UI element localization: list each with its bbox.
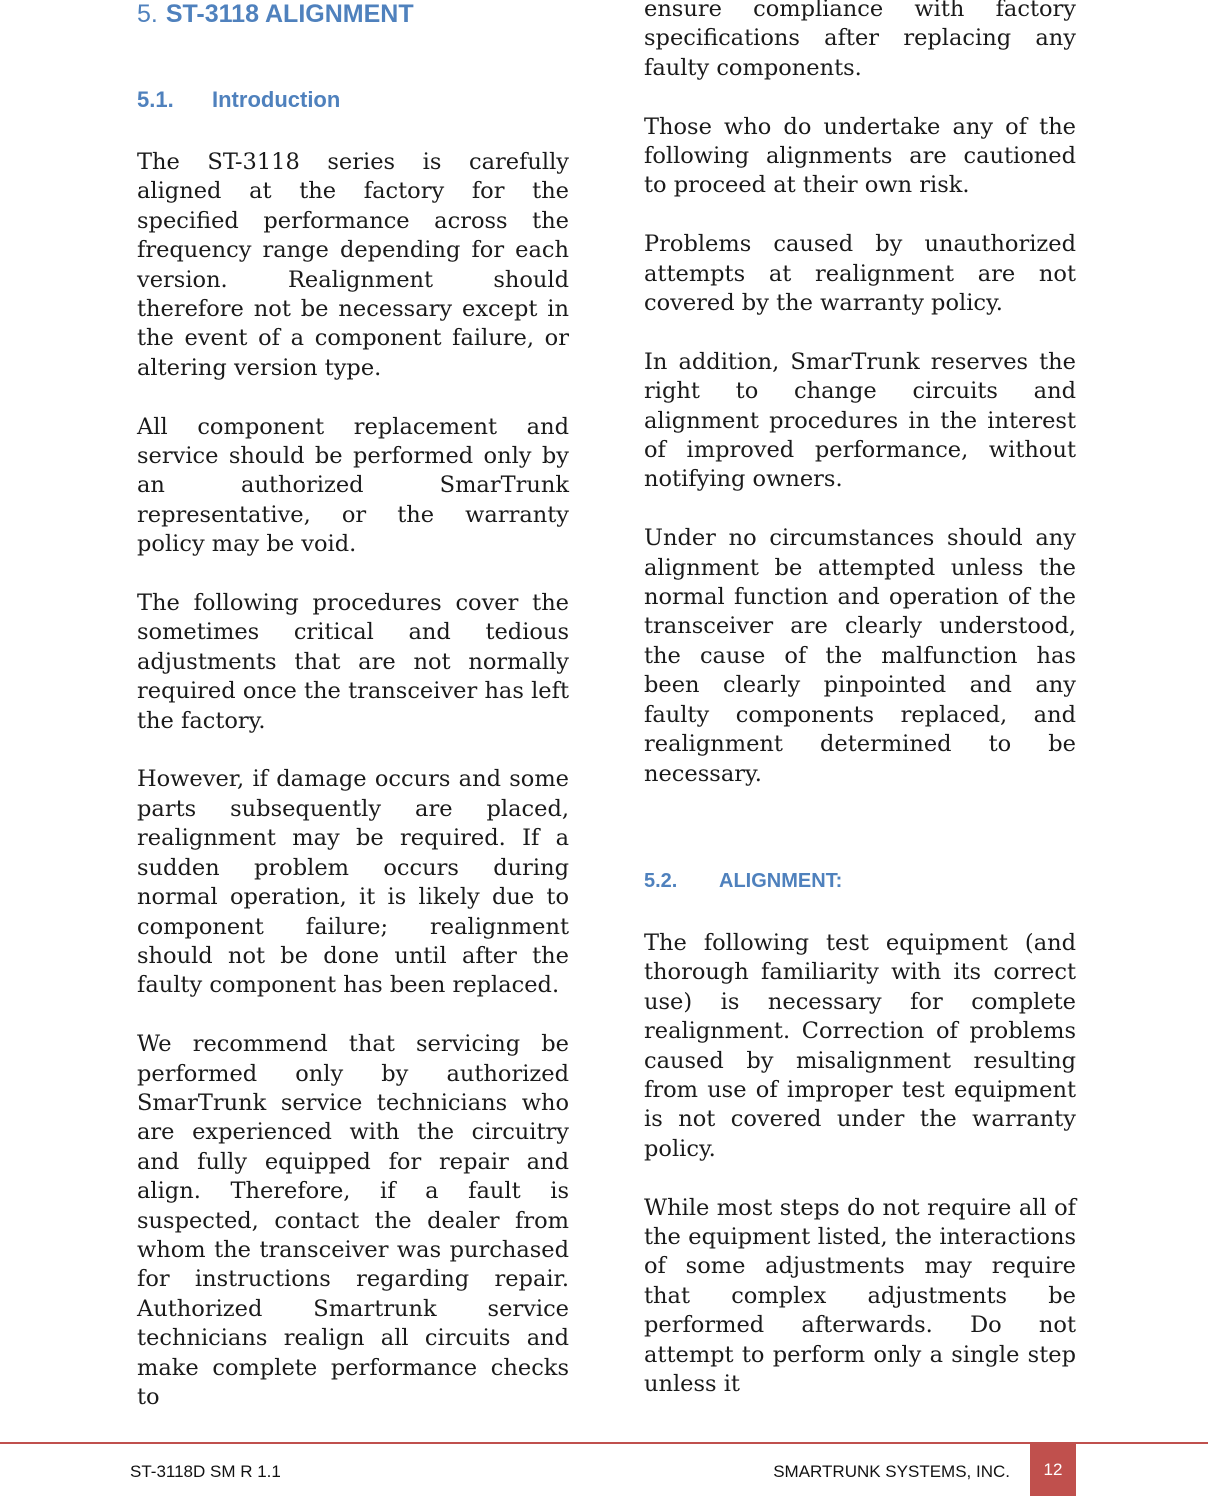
page-number-badge: 12 (1030, 1444, 1076, 1496)
chapter-title (137, 0, 569, 32)
left-column (137, 0, 569, 1412)
section-heading-alignment (644, 867, 1076, 895)
section-heading-introduction (137, 86, 569, 114)
section-number: 5.1. (137, 87, 174, 112)
section-title-text: ALIGNMENT: (719, 869, 843, 892)
paragraph: We recommend that servicing be performed only by authorized SmarTrunk service technicians who are experienced with the circuitry and fully equipped for repair and align. Therefore, if a fault is suspected, contact the dealer from whom the transceiver was purchased for instructions regarding repair. Authorized Smartrunk service technicians realign all circuits and make complete performance checks to (137, 1031, 569, 1410)
paragraph: The ST-3118 series is carefully aligned at the factory for the specified performance across the frequency range depending for each version. Realignment should therefore not be necessary except in the event of a component failure, or altering version type. (137, 149, 569, 381)
chapter-title-text: ST-3118 ALIGNMENT (165, 0, 414, 28)
paragraph: The following test equipment (and thorough familiarity with its correct use) is necessary for complete realignment. Correction of problems caused by misalignment resulting from use of improper test equipment is not covered under the warranty policy. (644, 929, 1076, 1162)
right-column (644, 0, 1076, 1399)
paragraph: Those who do undertake any of the following alignments are cautioned to proceed at their own risk. (644, 113, 1076, 199)
paragraph: Under no circumstances should any alignment be attempted unless the normal function and operation of the transceiver are clearly understood, the cause of the malfunction has been clearly pinpointed and any faulty components replaced, and realignment determined to be necessary. (644, 525, 1076, 787)
paragraph: However, if damage occurs and some parts subsequently are placed, realignment may be required. If a sudden problem occurs during normal operation, it is likely due to component failure; realignment should not be done until after the faulty component has been replaced. (137, 766, 569, 999)
paragraph: In addition, SmarTrunk reserves the right to change circuits and alignment procedures in the interest of improved performance, without notifying owners. (644, 348, 1076, 493)
paragraph: Problems caused by unauthorized attempts at realignment are not covered by the warranty policy. (644, 231, 1076, 317)
paragraph: All component replacement and service should be performed only by an authorized SmarTrunk representative, or the warranty policy may be void. (137, 413, 569, 558)
footer-document-id: ST-3118D SM R 1.1 (130, 1462, 281, 1481)
footer-company: SMARTRUNK SYSTEMS, INC. (773, 1462, 1010, 1481)
chapter-number: 5. (137, 0, 158, 28)
footer-divider (0, 1442, 1208, 1444)
paragraph: While most steps do not require all of the equipment listed, the interactions of some adjustments may require that complex adjustments be performed afterwards. Do not attempt to perform only a single step unless it (644, 1194, 1076, 1397)
paragraph: The following procedures cover the sometimes critical and tedious adjustments that are not normally required once the transceiver has left the factory. (137, 590, 569, 734)
paragraph: ensure compliance with factory specifications after replacing any faulty components. (644, 0, 1076, 81)
section-number: 5.2. (644, 869, 678, 892)
section-title-text: Introduction (212, 87, 341, 112)
